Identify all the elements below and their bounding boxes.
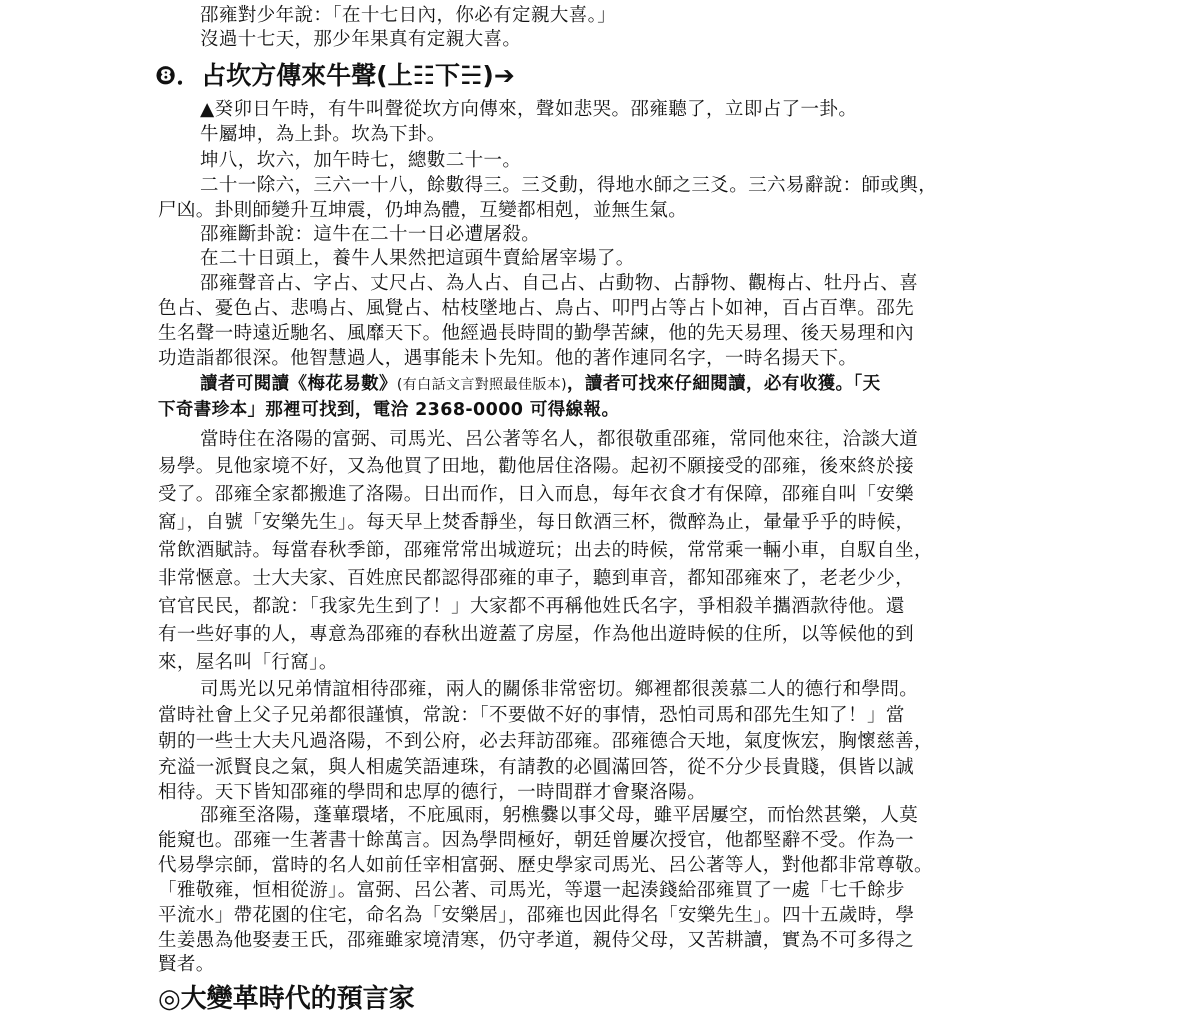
text-line: 當時社會上父子兄弟都很謹慎，常說：「不要做不好的事情，恐怕司馬和邵先生知了！」當 bbox=[158, 705, 905, 726]
text-line: 當時住在洛陽的富弼、司馬光、呂公著等名人，都很敬重邵雍，常同他來往，洽談大道 bbox=[200, 429, 919, 450]
text-line: 邵雍聲音占、字占、丈尺占、為人占、自己占、占動物、占靜物、觀梅占、牡丹占、喜 bbox=[200, 273, 919, 294]
text-line: 朝的一些士大夫凡過洛陽，不到公府，必去拜訪邵雍。邵雍德合天地，氣度恢宏，胸懷慈善， bbox=[158, 731, 933, 752]
text-line: ▲癸卯日午時，有牛叫聲從坎方向傳來，聲如悲哭。邵雍聽了，立即占了一卦。 bbox=[200, 99, 858, 120]
ad-line: 下奇書珍本」那裡可找到，電洽 2368-0000 可得線報。 bbox=[158, 400, 620, 420]
text-line: 代易學宗師，當時的名人如前任宰相富弼、歷史學家司馬光、呂公著等人，對他都非常尊敬。 bbox=[158, 855, 933, 876]
text-line: 牛屬坤，為上卦。坎為下卦。 bbox=[200, 124, 446, 145]
text-line: 在二十日頭上，養牛人果然把這頭牛賣給屠宰場了。 bbox=[200, 248, 635, 269]
text-line: 邵雍至洛陽，蓬蓽環堵，不庇風雨，躬樵爨以事父母，雖平居屢空，而怡然甚樂，人莫 bbox=[200, 805, 919, 826]
text-line: 色占、憂色占、悲鳴占、風覺占、枯枝墜地占、鳥占、叩門占等占卜如神，百占百準。邵先 bbox=[158, 298, 915, 319]
text-line: 二十一除六，三六一十八，餘數得三。三爻動，得地水師之三爻。三六易辭說：師或輿， bbox=[200, 175, 938, 196]
text-line: 邵雍斷卦說：這牛在二十一日必遭屠殺。 bbox=[200, 224, 541, 245]
text-line: 生名聲一時遠近馳名、風靡天下。他經過長時間的勤學苦練，他的先天易理、後天易理和內 bbox=[158, 323, 915, 344]
text-line: 相待。天下皆知邵雍的學問和忠厚的德行，一時間群才會聚洛陽。 bbox=[158, 782, 707, 803]
text-line: 平流水」帶花園的住宅，命名為「安樂居」，邵雍也因此得名「安樂先生」。四十五歲時，學 bbox=[158, 905, 915, 926]
text-line: 窩」，自號「安樂先生」。每天早上焚香靜坐，每日飲酒三杯，微醉為止，暈暈乎乎的時候， bbox=[158, 512, 915, 533]
text-line: 來，屋名叫「行窩」。 bbox=[158, 652, 338, 673]
text-line: 「雅敬雍，恒相從游」。富弼、呂公著、司馬光，等還一起湊錢給邵雍買了一處「七千餘步 bbox=[158, 880, 905, 901]
ad-note: (有白話文言對照最佳版本) bbox=[396, 377, 568, 393]
text-line: 生姜愚為他娶妻王氏，邵雍雖家境清寒，仍守孝道，親侍父母，又苦耕讀，實為不可多得之 bbox=[158, 930, 915, 951]
text-line: 邵雍對少年說：「在十七日內，你必有定親大喜。」 bbox=[200, 5, 617, 26]
text-line: 有一些好事的人，專意為邵雍的春秋出遊蓋了房屋，作為他出遊時候的住所，以等候他的到 bbox=[158, 624, 915, 645]
text-line: 非常愜意。士大夫家、百姓庶民都認得邵雍的車子，聽到車音，都知邵雍來了，老老少少， bbox=[158, 568, 915, 589]
text-line: 官官民民，都說：「我家先生到了！」大家都不再稱他姓氏名字，爭相殺羊攜酒款待他。還 bbox=[158, 596, 905, 617]
ad-text: 讀者可閱讀《梅花易數》 bbox=[200, 374, 397, 394]
text-line: 充溢一派賢良之氣，與人相處笑語連珠，有請教的必圓滿回答，從不分少長貴賤，俱皆以誠 bbox=[158, 757, 915, 778]
text-line: 賢者。 bbox=[158, 954, 215, 975]
text-line: 尸凶。卦則師變升互坤震，仍坤為體，互變都相剋，並無生氣。 bbox=[158, 200, 688, 221]
text-line: 功造詣都很深。他智慧過人，遇事能未卜先知。他的著作連同名字，一時名揚天下。 bbox=[158, 348, 858, 369]
text-line: 易學。見他家境不好，又為他買了田地，勸他居住洛陽。起初不願接受的邵雍，後來終於接 bbox=[158, 456, 915, 477]
ad-line bbox=[200, 371, 880, 398]
text-line: 司馬光以兄弟情誼相待邵雍，兩人的關係非常密切。鄉裡都很羡慕二人的德行和學問。 bbox=[200, 679, 919, 700]
bottom-heading: ◎大變革時代的預言家 bbox=[158, 984, 415, 1014]
text-line: 坤八，坎六，加午時七，總數二十一。 bbox=[200, 150, 522, 171]
text-line: 能窺也。邵雍一生著書十餘萬言。因為學問極好，朝廷曾屢次授官，他都堅辭不受。作為一 bbox=[158, 830, 915, 851]
ad-text: ，讀者可找來仔細閱讀，必有收獲。「天 bbox=[567, 374, 881, 394]
text-line: 受了。邵雍全家都搬進了洛陽。日出而作，日入而息，每年衣食才有保障，邵雍自叫「安樂 bbox=[158, 484, 915, 505]
text-line: 常飲酒賦詩。每當春秋季節，邵雍常常出城遊玩；出去的時候，常常乘一輛小車，自馭自坐， bbox=[158, 540, 933, 561]
section-heading: ❽．占坎方傳來牛聲(上☷下☵)➔ bbox=[155, 61, 515, 90]
text-line: 沒過十七天，那少年果真有定親大喜。 bbox=[200, 29, 522, 50]
